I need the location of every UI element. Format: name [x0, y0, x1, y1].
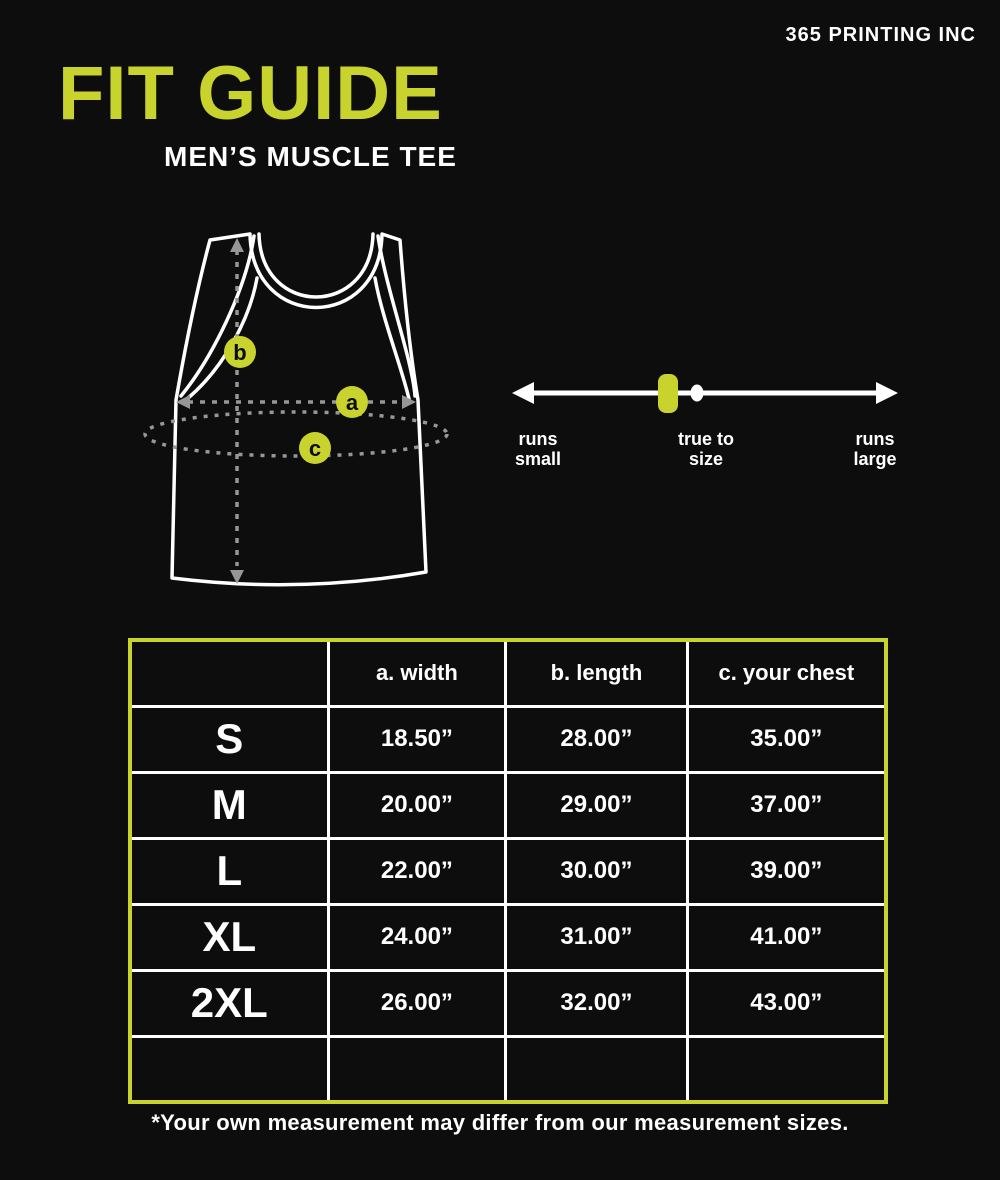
table-row-l	[130, 838, 886, 904]
collar-band-line	[259, 234, 373, 297]
chest-value: 37.00”	[687, 772, 886, 838]
page-subtitle: MEN’S MUSCLE TEE	[164, 141, 457, 172]
scale-label-runs-small: runs small	[514, 429, 562, 469]
size-label: 2XL	[130, 970, 328, 1036]
width-value: 22.00”	[328, 838, 506, 904]
length-value	[506, 1036, 687, 1102]
table-row-xl	[130, 904, 886, 970]
length-value: 28.00”	[506, 706, 687, 772]
width-value: 18.50”	[328, 706, 506, 772]
width-value: 26.00”	[328, 970, 506, 1036]
size-label: XL	[130, 904, 328, 970]
chest-value: 35.00”	[687, 706, 886, 772]
measurement-disclaimer: *Your own measurement may differ from our measurement sizes.	[151, 1110, 849, 1135]
size-label: L	[130, 838, 328, 904]
length-arrow-up	[230, 238, 244, 252]
header-length: b. length	[506, 640, 687, 706]
fit-scale	[500, 368, 910, 420]
marker-c-label: c	[308, 436, 322, 461]
scale-label-true-to-size: true to size	[678, 429, 734, 469]
length-value: 32.00”	[506, 970, 687, 1036]
page-title: FIT GUIDE	[58, 51, 443, 136]
brand-text: 365 PRINTING INC	[785, 24, 976, 46]
length-value: 29.00”	[506, 772, 687, 838]
table-row-2xl	[130, 970, 886, 1036]
scale-arrow-left	[512, 382, 534, 404]
size-label	[130, 1036, 328, 1102]
marker-a-label: a	[345, 390, 359, 415]
scale-center-dot	[691, 385, 704, 402]
marker-b-label: b	[233, 340, 247, 365]
length-value: 31.00”	[506, 904, 687, 970]
table-row-empty	[130, 1036, 886, 1102]
header-width: a. width	[328, 640, 506, 706]
muscle-tee-diagram	[132, 218, 477, 608]
chest-value: 43.00”	[687, 970, 886, 1036]
width-value	[328, 1036, 506, 1102]
size-label: M	[130, 772, 328, 838]
table-header-row	[130, 640, 886, 706]
scale-indicator	[658, 374, 678, 413]
width-value: 24.00”	[328, 904, 506, 970]
header-size	[130, 640, 328, 706]
chest-value	[687, 1036, 886, 1102]
table-row-s	[130, 706, 886, 772]
scale-arrow-right	[876, 382, 898, 404]
length-value: 30.00”	[506, 838, 687, 904]
chest-value: 41.00”	[687, 904, 886, 970]
fit-scale-labels	[500, 430, 910, 476]
size-label: S	[130, 706, 328, 772]
chest-measure-ellipse	[145, 412, 447, 456]
scale-label-runs-large: runs large	[853, 429, 897, 469]
width-value: 20.00”	[328, 772, 506, 838]
header-chest: c. your chest	[687, 640, 886, 706]
table-row-m	[130, 772, 886, 838]
size-table	[128, 638, 888, 1104]
chest-value: 39.00”	[687, 838, 886, 904]
